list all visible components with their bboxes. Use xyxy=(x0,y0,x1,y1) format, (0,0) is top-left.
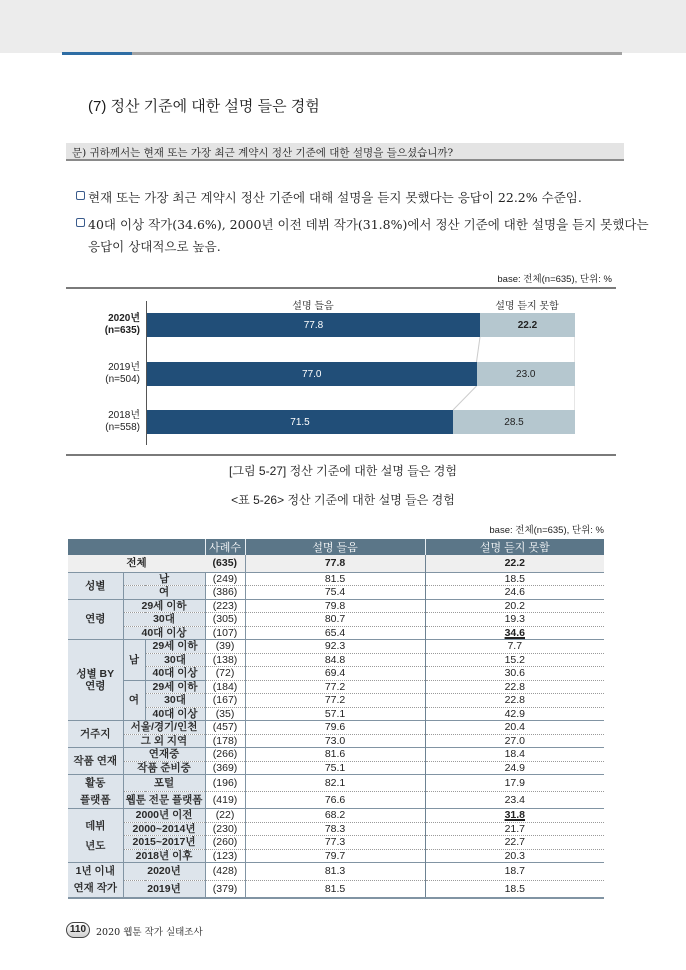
cell-n: (260) xyxy=(205,836,245,850)
table-row xyxy=(68,836,604,850)
cell-n: (35) xyxy=(205,707,245,721)
cell-n: (249) xyxy=(205,572,245,586)
highlighted-value: 34.6 xyxy=(504,626,525,639)
bar-value-label: 77.0 xyxy=(302,368,322,380)
group-label-line: 년도 xyxy=(85,839,106,852)
table-row xyxy=(68,667,604,681)
figure-base-note: base: 전체(n=635), 단위: % xyxy=(497,274,612,285)
section-title: (7) 정산 기준에 대한 설명 들은 경험 xyxy=(88,98,320,115)
table-row xyxy=(68,734,604,748)
group-label-line: 플랫폼 xyxy=(80,793,111,806)
category-n: (n=635) xyxy=(104,325,140,336)
table-row xyxy=(68,880,604,898)
table-row xyxy=(68,626,604,640)
chart-top-rule xyxy=(66,287,616,289)
cell-heard: 79.7 xyxy=(245,849,425,863)
cell-heard: 69.4 xyxy=(245,667,425,681)
group-label-line: 성별 xyxy=(85,579,106,592)
group-label xyxy=(68,863,123,899)
row-label: 남 xyxy=(123,572,205,586)
cell-heard: 75.4 xyxy=(245,586,425,600)
cell-n: (72) xyxy=(205,667,245,681)
cell-not-heard: 18.7 xyxy=(425,863,604,881)
footer-document-title: 2020 웹툰 작가 실태조사 xyxy=(96,927,203,938)
bar-value-label: 22.2 xyxy=(517,319,538,331)
table-row xyxy=(68,822,604,836)
bullet-text-continued: 응답이 상대적으로 높음. xyxy=(88,239,221,254)
cell-heard: 81.6 xyxy=(245,748,425,762)
bar-segment-not-heard xyxy=(477,362,575,386)
group-label-line: 데뷔 xyxy=(85,819,106,832)
table-row xyxy=(68,586,604,600)
cell-heard: 65.4 xyxy=(245,626,425,640)
cell-heard: 77.3 xyxy=(245,836,425,850)
cell-heard: 82.1 xyxy=(245,775,425,792)
cell-not-heard: 20.4 xyxy=(425,721,604,735)
legend-not-heard: 설명 듣지 못함 xyxy=(495,301,559,312)
table-row xyxy=(68,680,604,694)
row-label: 29세 이하 xyxy=(145,640,205,654)
cell-heard: 76.6 xyxy=(245,792,425,809)
table-row xyxy=(68,653,604,667)
cell-heard: 80.7 xyxy=(245,613,425,627)
group-label-line: 거주지 xyxy=(80,728,111,740)
bar-2019 xyxy=(147,362,575,386)
group-label-line: 1년 이내 xyxy=(75,865,115,877)
header-rule xyxy=(132,52,622,55)
cell-heard: 79.8 xyxy=(245,599,425,613)
cell-not-heard: 22.2 xyxy=(425,555,604,572)
page-number-badge: 110 xyxy=(66,922,90,938)
cell-n: (457) xyxy=(205,721,245,735)
header-accent-rule xyxy=(62,52,132,55)
cell-not-heard: 22.7 xyxy=(425,836,604,850)
table-base-note: base: 전체(n=635), 단위: % xyxy=(489,525,604,536)
header-sample-size: 사례수 xyxy=(205,539,245,555)
cell-n: (123) xyxy=(205,849,245,863)
bar-segment-heard xyxy=(147,410,453,434)
row-label: 2020년 xyxy=(123,863,205,881)
cell-n: (305) xyxy=(205,613,245,627)
cell-not-heard: 24.6 xyxy=(425,586,604,600)
bar-segment-not-heard xyxy=(480,313,575,337)
cell-heard: 92.3 xyxy=(245,640,425,654)
category-n: (n=558) xyxy=(105,422,140,433)
square-bullet-icon xyxy=(76,191,85,200)
row-label: 40대 이상 xyxy=(145,707,205,721)
cell-not-heard: 20.2 xyxy=(425,599,604,613)
table-row xyxy=(68,613,604,627)
cell-heard: 77.2 xyxy=(245,680,425,694)
cell-n: (107) xyxy=(205,626,245,640)
group-label xyxy=(68,640,123,721)
row-label: 2018년 이후 xyxy=(123,849,205,863)
bar-value-label: 28.5 xyxy=(504,416,524,428)
cell-heard: 81.5 xyxy=(245,880,425,898)
row-label: 2000~2014년 xyxy=(123,822,205,836)
category-year: 2018년 xyxy=(108,410,140,421)
table-row xyxy=(68,863,604,881)
highlighted-value: 31.8 xyxy=(504,809,525,822)
cell-n: (167) xyxy=(205,694,245,708)
row-label: 그 외 지역 xyxy=(123,734,205,748)
table-row xyxy=(68,775,604,792)
cell-n: (379) xyxy=(205,880,245,898)
square-bullet-icon xyxy=(76,218,85,227)
table-row xyxy=(68,707,604,721)
cell-not-heard: 7.7 xyxy=(425,640,604,654)
group-label xyxy=(68,572,123,599)
group-label xyxy=(68,599,123,640)
cell-not-heard: 30.6 xyxy=(425,667,604,681)
cell-heard: 57.1 xyxy=(245,707,425,721)
table-row xyxy=(68,599,604,613)
cell-n: (635) xyxy=(205,555,245,572)
survey-question-text: 문) 귀하께서는 현재 또는 가장 최근 계약시 정산 기준에 대한 설명을 들으셨습니까? xyxy=(72,147,454,159)
cell-heard: 73.0 xyxy=(245,734,425,748)
cell-not-heard: 20.3 xyxy=(425,849,604,863)
cell-heard: 81.3 xyxy=(245,863,425,881)
group-label xyxy=(68,748,123,775)
cell-n: (22) xyxy=(205,809,245,823)
group-label-line: 연령 xyxy=(85,680,106,692)
row-label: 30대 xyxy=(123,613,205,627)
row-label: 40대 이상 xyxy=(145,667,205,681)
row-label: 29세 이하 xyxy=(123,599,205,613)
row-label: 서울/경기/인천 xyxy=(123,721,205,735)
cell-not-heard: 22.8 xyxy=(425,694,604,708)
row-label: 2019년 xyxy=(123,880,205,898)
cell-n: (196) xyxy=(205,775,245,792)
chart-bottom-rule xyxy=(66,454,616,456)
bar-value-label: 71.5 xyxy=(290,416,310,428)
row-label: 30대 xyxy=(145,653,205,667)
results-table xyxy=(68,539,604,899)
bullet-text: 현재 또는 가장 최근 계약시 정산 기준에 대해 설명을 듣지 못했다는 응답이 22.2% 수준임. xyxy=(88,190,582,205)
group-label-line: 성별 BY xyxy=(76,668,115,680)
cell-heard: 77.8 xyxy=(245,555,425,572)
bar-segment-heard xyxy=(147,313,480,337)
table-row xyxy=(68,748,604,762)
cell-heard: 84.8 xyxy=(245,653,425,667)
cell-not-heard: 15.2 xyxy=(425,653,604,667)
header-blank xyxy=(68,539,205,555)
table-row xyxy=(68,640,604,654)
cell-not-heard: 18.5 xyxy=(425,880,604,898)
bullet-text: 40대 이상 작가(34.6%), 2000년 이전 데뷔 작가(31.8%)에서 정산 기준에 대한 설명을 듣지 못했다는 xyxy=(88,217,649,232)
cell-heard: 81.5 xyxy=(245,572,425,586)
bar-segment-heard xyxy=(147,362,477,386)
cell-n: (178) xyxy=(205,734,245,748)
cell-n: (428) xyxy=(205,863,245,881)
table-row xyxy=(68,809,604,823)
cell-heard: 68.2 xyxy=(245,809,425,823)
cell-heard: 75.1 xyxy=(245,761,425,775)
cell-n: (419) xyxy=(205,792,245,809)
group-label-line: 활동 xyxy=(85,777,106,789)
category-label-2019 xyxy=(60,362,140,386)
table-row xyxy=(68,572,604,586)
row-label: 연재중 xyxy=(123,748,205,762)
cell-not-heard: 23.4 xyxy=(425,792,604,809)
row-label: 2000년 이전 xyxy=(123,809,205,823)
cell-not-heard: 21.7 xyxy=(425,822,604,836)
cell-n: (223) xyxy=(205,599,245,613)
group-label-line: 작품 연재 xyxy=(73,755,117,767)
row-label: 여 xyxy=(123,586,205,600)
row-label: 29세 이하 xyxy=(145,680,205,694)
cell-n: (230) xyxy=(205,822,245,836)
cell-n: (369) xyxy=(205,761,245,775)
table-row xyxy=(68,761,604,775)
table-row-total xyxy=(68,555,604,572)
row-label: 40대 이상 xyxy=(123,626,205,640)
group-label xyxy=(68,775,123,809)
group-label-line: 연재 작가 xyxy=(73,882,117,894)
row-label: 전체 xyxy=(68,555,205,572)
cell-not-heard-highlight xyxy=(425,626,604,640)
cell-not-heard: 18.4 xyxy=(425,748,604,762)
row-label: 웹툰 전문 플랫폼 xyxy=(123,792,205,809)
cell-heard: 78.3 xyxy=(245,822,425,836)
table-header-row xyxy=(68,539,604,555)
bar-connector-lines xyxy=(147,300,575,445)
bar-value-label: 77.8 xyxy=(303,319,324,331)
group-label-line: 연령 xyxy=(85,613,106,626)
cell-not-heard: 19.3 xyxy=(425,613,604,627)
cell-not-heard: 27.0 xyxy=(425,734,604,748)
cell-not-heard: 42.9 xyxy=(425,707,604,721)
cell-n: (39) xyxy=(205,640,245,654)
cell-not-heard: 24.9 xyxy=(425,761,604,775)
row-label: 포털 xyxy=(123,775,205,792)
group-label xyxy=(68,809,123,863)
bar-value-label: 23.0 xyxy=(516,368,536,380)
bar-segment-not-heard xyxy=(453,410,575,434)
category-year: 2020년 xyxy=(108,313,140,324)
chart-axis xyxy=(146,301,147,445)
row-label: 작품 준비중 xyxy=(123,761,205,775)
cell-heard: 77.2 xyxy=(245,694,425,708)
cell-heard: 79.6 xyxy=(245,721,425,735)
figure-caption: [그림 5-27] 정산 기준에 대한 설명 들은 경험 xyxy=(229,464,457,478)
bar-2020 xyxy=(147,313,575,337)
header-not-heard: 설명 듣지 못함 xyxy=(425,539,604,555)
header-heard: 설명 들음 xyxy=(245,539,425,555)
category-label-2018 xyxy=(60,410,140,434)
table-row xyxy=(68,792,604,809)
legend-heard: 설명 들음 xyxy=(292,301,334,312)
row-label: 2015~2017년 xyxy=(123,836,205,850)
cell-not-heard: 17.9 xyxy=(425,775,604,792)
subgroup-label: 남 xyxy=(123,640,145,681)
cell-not-heard: 22.8 xyxy=(425,680,604,694)
category-year: 2019년 xyxy=(108,362,140,373)
row-label: 30대 xyxy=(145,694,205,708)
cell-n: (138) xyxy=(205,653,245,667)
category-label-2020 xyxy=(60,313,140,337)
subgroup-label: 여 xyxy=(123,680,145,721)
cell-n: (266) xyxy=(205,748,245,762)
table-title: <표 5-26> 정산 기준에 대한 설명 들은 경험 xyxy=(231,493,455,507)
table-row xyxy=(68,849,604,863)
table-row xyxy=(68,721,604,735)
bar-2018 xyxy=(147,410,575,434)
cell-n: (386) xyxy=(205,586,245,600)
page-header-band xyxy=(0,0,686,53)
cell-not-heard: 18.5 xyxy=(425,572,604,586)
category-n: (n=504) xyxy=(105,374,140,385)
group-label xyxy=(68,721,123,748)
cell-not-heard-highlight xyxy=(425,809,604,823)
survey-question-box xyxy=(66,143,624,161)
cell-n: (184) xyxy=(205,680,245,694)
table-row xyxy=(68,694,604,708)
